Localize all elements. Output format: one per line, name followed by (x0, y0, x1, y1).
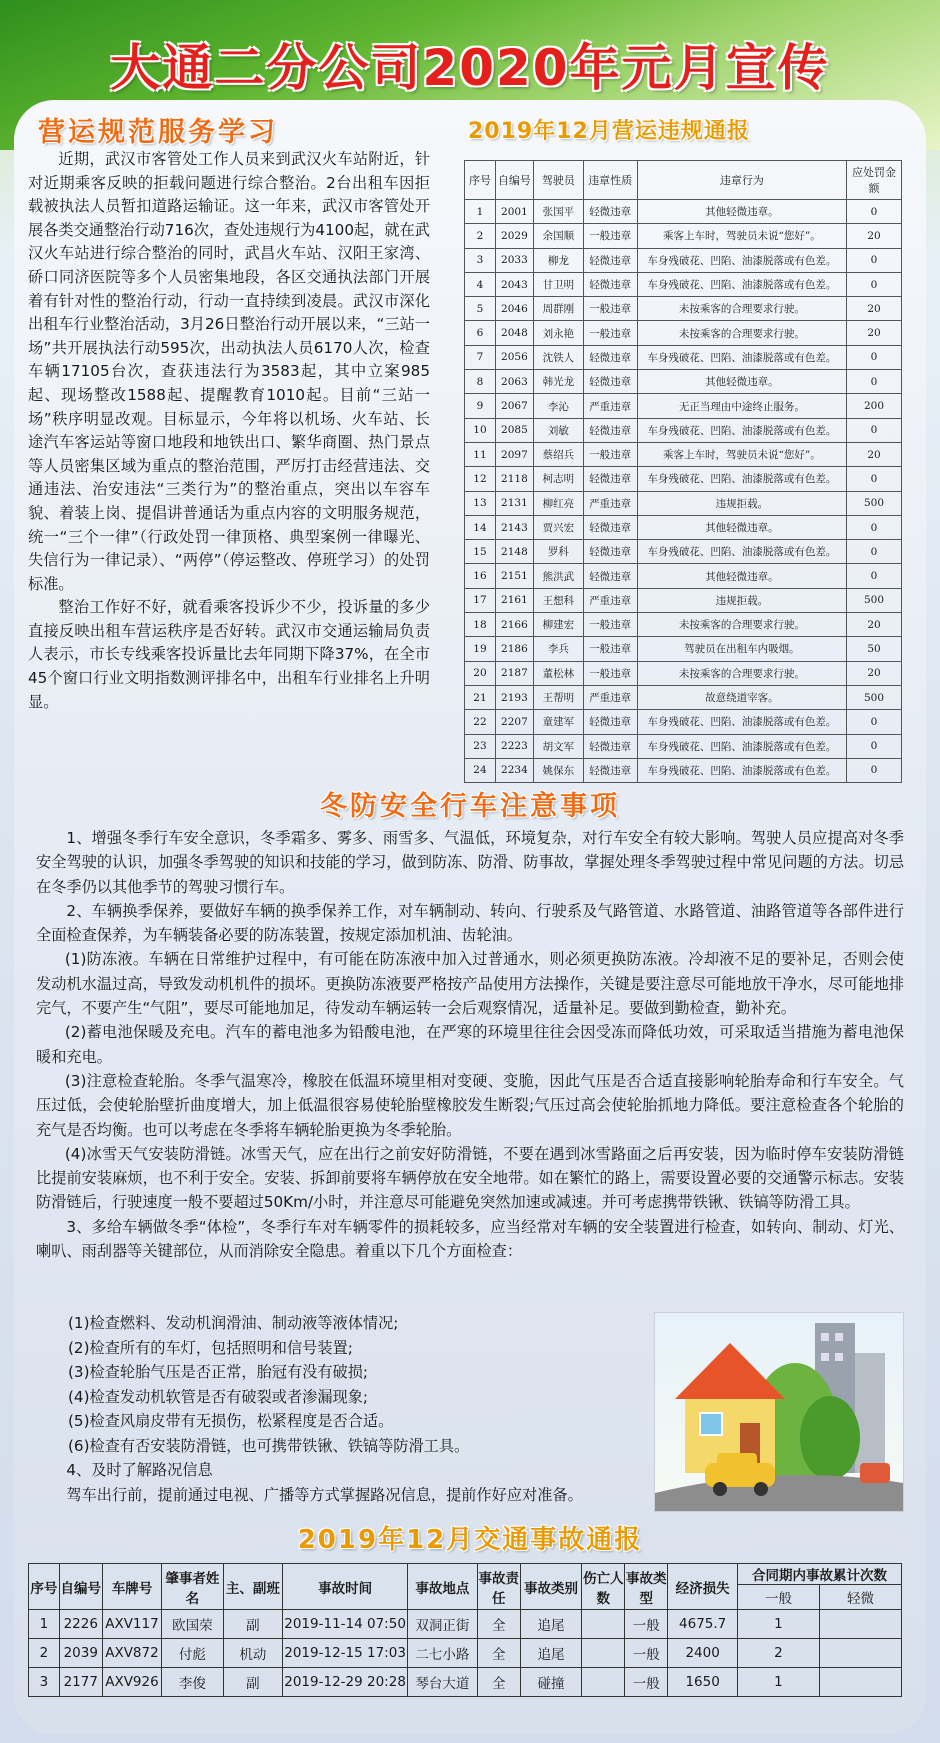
table-cell: 1 (465, 200, 496, 224)
table-cell: 13 (465, 491, 496, 515)
winter-checklist (36, 1311, 656, 1507)
table-cell: 严重违章 (583, 588, 637, 612)
table-cell: 童建军 (533, 710, 583, 734)
table-cell: 2039 (59, 1639, 102, 1668)
table-cell: 2400 (668, 1639, 738, 1668)
table-cell: 无正当理由中途终止服务。 (637, 394, 846, 418)
table-row (465, 685, 902, 709)
table-cell: 0 (847, 758, 902, 782)
table-row (465, 710, 902, 734)
table-row (465, 321, 902, 345)
table-row (465, 734, 902, 758)
table-cell: 2019-12-29 20:28 (283, 1668, 408, 1697)
table-cell: 追尾 (520, 1610, 581, 1639)
table-cell: 车身残破花、凹陷、油漆脱落或有色差。 (637, 758, 846, 782)
check-item: (4)检查发动机软管是否有破裂或者渗漏现象; (68, 1387, 369, 1406)
accidents-header-cell: 事故地点 (408, 1564, 478, 1610)
table-cell: 22 (465, 710, 496, 734)
table-cell: 2019-12-15 17:03 (283, 1639, 408, 1668)
table-cell: 11 (465, 442, 496, 466)
table-cell: 20 (847, 613, 902, 637)
table-cell: 其他轻微违章。 (637, 370, 846, 394)
table-cell: 2166 (495, 613, 533, 637)
table-cell: 2033 (495, 248, 533, 272)
table-cell: 其他轻微违章。 (637, 564, 846, 588)
table-row (465, 613, 902, 637)
violations-header-cell: 违章行为 (637, 161, 846, 200)
table-cell: 2207 (495, 710, 533, 734)
table-cell: 2131 (495, 491, 533, 515)
table-cell: 甘卫明 (533, 272, 583, 296)
winter-paragraph: (3)注意检查轮胎。冬季气温寒冷，橡胶在低温环境里相对变硬、变脆，因此气压是否合适直接影响轮胎寿命和行车安全。气压过低，会使轮胎壁折曲度增大，加上低温很容易使轮胎壁橡胶发生断裂;气压过高会使轮胎抓地力降低。要注意检查各个轮胎的充气是否均衡。也可以考虑在冬季将车辆轮胎更换为冬季轮胎。 (36, 1071, 904, 1139)
winter-paragraph: (2)蓄电池保暖及充电。汽车的蓄电池多为铅酸电池，在严寒的环境里往往会因受冻而降低功效，可采取适当措施为蓄电池保暖和充电。 (36, 1023, 904, 1066)
winter-paragraph: 3、多给车辆做冬季“体检”，冬季行车对车辆零件的损耗较多，应当经常对车辆的安全装置进行检查，如转向、制动、灯光、喇叭、雨刮器等关键部位，从而消除安全隐患。着重以下几个方面检查： (36, 1217, 904, 1261)
table-cell: 7 (465, 345, 496, 369)
table-cell: 轻微违章 (583, 467, 637, 491)
table-cell: 车身残破花、凹陷、油漆脱落或有色差。 (637, 248, 846, 272)
table-cell: AXV926 (102, 1668, 161, 1697)
table-cell: 0 (847, 370, 902, 394)
table-cell: 2186 (495, 637, 533, 661)
accidents-body (29, 1610, 902, 1697)
table-cell: 违规拒载。 (637, 491, 846, 515)
table-cell: 轻微违章 (583, 540, 637, 564)
table-cell: 全 (477, 1639, 520, 1668)
table-cell: 0 (847, 200, 902, 224)
table-row (465, 491, 902, 515)
check-item: (1)检查燃料、发动机润滑油、制动液等液体情况; (68, 1314, 399, 1332)
table-cell: 车身残破花、凹陷、油漆脱落或有色差。 (637, 272, 846, 296)
table-cell: AXV872 (102, 1639, 161, 1668)
table-row (29, 1668, 902, 1697)
accidents-header-cell: 自编号 (59, 1564, 102, 1610)
table-cell: 罗科 (533, 540, 583, 564)
table-cell: 未按乘客的合理要求行驶。 (637, 613, 846, 637)
table-cell: 琴台大道 (408, 1668, 478, 1697)
table-cell: 一般 (625, 1668, 668, 1697)
winter-text (36, 826, 904, 1263)
table-cell: 未按乘客的合理要求行驶。 (637, 661, 846, 685)
table-cell: 轻微违章 (583, 564, 637, 588)
table-cell: 18 (465, 613, 496, 637)
table-cell: 2118 (495, 467, 533, 491)
table-cell: 200 (847, 394, 902, 418)
table-cell: 碰撞 (520, 1668, 581, 1697)
table-cell: 付彪 (162, 1639, 223, 1668)
table-cell: 违规拒载。 (637, 588, 846, 612)
accidents-group-header: 合同期内事故累计次数 (737, 1564, 901, 1585)
accidents-header-cell: 伤亡人数 (582, 1564, 625, 1610)
table-cell: 4 (465, 272, 496, 296)
table-cell (819, 1610, 901, 1639)
winter-paragraph: 1、增强冬季行车安全意识，冬季霜多、雾多、雨雪多、气温低，环境复杂，对行车安全有较大影响。驾驶人员应提高对冬季安全驾驶的认识，加强冬季驾驶的知识和技能的学习，做到防冻、防滑、防事故，掌握处理冬季驾驶过程中常见问题的方法。切忌在冬季仍以其他季节的驾驶习惯行车。 (36, 829, 904, 896)
table-cell: 轻微违章 (583, 272, 637, 296)
table-cell: 2085 (495, 418, 533, 442)
table-cell: 2193 (495, 685, 533, 709)
violations-header-cell: 驾驶员 (533, 161, 583, 200)
item4-text: 驾车出行前，提前通过电视、广播等方式掌握路况信息，提前作好应对准备。 (66, 1485, 583, 1504)
table-cell: 一般违章 (583, 321, 637, 345)
table-cell: 24 (465, 758, 496, 782)
table-cell: 23 (465, 734, 496, 758)
table-cell: 2234 (495, 758, 533, 782)
table-cell: 双洞正街 (408, 1610, 478, 1639)
table-cell: 韩光龙 (533, 370, 583, 394)
table-cell: 2143 (495, 515, 533, 539)
table-cell: 一般违章 (583, 297, 637, 321)
accidents-header-cell: 经济损失 (668, 1564, 738, 1610)
table-cell: 柳红亮 (533, 491, 583, 515)
table-cell: AXV117 (102, 1610, 161, 1639)
table-cell: 轻微违章 (583, 418, 637, 442)
table-cell: 胡文军 (533, 734, 583, 758)
table-cell: 10 (465, 418, 496, 442)
study-paragraph: 近期，武汉市客管处工作人员来到武汉火车站附近，针对近期乘客反映的拒载问题进行综合整治。2台出租车因拒载被执法人员暂扣道路运输证。这一年来，武汉市客管处开展各类交通整治行动716次，查处违规行为4100起，就在武汉火车站进行综合整治的同时，武昌火车站、汉阳王家湾、硚口同济医院等多个人员密集地段，各区交通执法部门开展着有针对性的整治行动，行动一直持续到凌晨。武汉市深化出租车行业整治活动，3月26日整治行动开展以来，“三站一场”共开展执法行动595次，出动执法人员6170人次，检查车辆17105台次，查获违法行为3583起，其中立案985起、现场整改1588起、提醒教育1010起。目前“三站一场”秩序明显改观。目标显示，今年将以机场、火车站、长途汽车客运站等窗口地段和地铁出口、繁华商圈、热门景点等人员密集区域为重点的整治范围，严厉打击经营违法、交通违法、治安违法“三类行为”的整治重点，突出以车容车貌、着装上岗、提倡讲普通话为重点内容的文明服务规范，统一“三个一律”（行政处罚一律顶格、典型案例一律曝光、失信行为一律记录）、“两停”（停运整改、停班学习）的处罚标准。 (28, 150, 430, 593)
table-row (465, 248, 902, 272)
table-cell: 王帮明 (533, 685, 583, 709)
table-cell: 2 (465, 224, 496, 248)
table-row (465, 588, 902, 612)
table-cell: 0 (847, 540, 902, 564)
table-cell: 车身残破花、凹陷、油漆脱落或有色差。 (637, 345, 846, 369)
table-cell: 1 (737, 1668, 819, 1697)
table-cell: 6 (465, 321, 496, 345)
table-cell: 沈铁人 (533, 345, 583, 369)
table-cell (819, 1668, 901, 1697)
accidents-title: 2019年12月交通事故通报 (297, 1525, 643, 1555)
table-row (465, 297, 902, 321)
table-cell: 1650 (668, 1668, 738, 1697)
accidents-header-row (29, 1564, 902, 1585)
table-cell: 2187 (495, 661, 533, 685)
table-cell: 0 (847, 467, 902, 491)
check-item: (3)检查轮胎气压是否正常，胎冠有没有破损; (68, 1363, 369, 1381)
table-cell: 余国顺 (533, 224, 583, 248)
table-cell: 12 (465, 467, 496, 491)
table-row (465, 345, 902, 369)
violations-header-cell: 自编号 (495, 161, 533, 200)
table-cell: 轻微违章 (583, 345, 637, 369)
table-cell: 500 (847, 491, 902, 515)
table-cell: 2 (29, 1639, 60, 1668)
table-cell: 轻微违章 (583, 370, 637, 394)
violations-header-cell: 违章性质 (583, 161, 637, 200)
table-cell: 1 (737, 1610, 819, 1639)
table-cell: 2223 (495, 734, 533, 758)
table-cell: 一般违章 (583, 613, 637, 637)
table-cell: 2151 (495, 564, 533, 588)
accidents-header-cell: 肇事者姓名 (162, 1564, 223, 1610)
table-cell: 车身残破花、凹陷、油漆脱落或有色差。 (637, 467, 846, 491)
table-cell: 贾兴宏 (533, 515, 583, 539)
page-title: 大通二分公司2020年元月宣传 (110, 39, 830, 97)
table-row (465, 224, 902, 248)
table-cell: 2161 (495, 588, 533, 612)
table-cell: 1 (29, 1610, 60, 1639)
table-cell: 董松林 (533, 661, 583, 685)
table-cell: 副 (223, 1668, 282, 1697)
table-cell: 15 (465, 540, 496, 564)
winter-paragraph: (4)冰雪天气安装防滑链。冰雪天气，应在出行之前安好防滑链，不要在遇到冰雪路面之后再安装，因为临时停车安装防滑链比提前安装麻烦，也不利于安全。安装、拆卸前要将车辆停放在安全地带。如在繁忙的路上，需要设置必要的交通警示标志。安装防滑链后，行驶速度一般不要超过50Km/小时，并注意尽可能避免突然加速或减速。并可考虑携带铁锹、铁镐等防滑工具。 (36, 1144, 904, 1212)
table-cell: 车身残破花、凹陷、油漆脱落或有色差。 (637, 540, 846, 564)
table-cell: 17 (465, 588, 496, 612)
table-cell: 20 (465, 661, 496, 685)
table-row (465, 418, 902, 442)
table-cell: 李俊 (162, 1668, 223, 1697)
accidents-header-cell: 事故责任 (477, 1564, 520, 1610)
table-row (465, 200, 902, 224)
accidents-header-cell: 事故时间 (283, 1564, 408, 1610)
table-cell: 5 (465, 297, 496, 321)
table-cell: 2097 (495, 442, 533, 466)
table-cell: 21 (465, 685, 496, 709)
table-cell: 50 (847, 637, 902, 661)
table-cell: 张国平 (533, 200, 583, 224)
table-cell: 0 (847, 564, 902, 588)
table-cell: 故意绕道宰客。 (637, 685, 846, 709)
check-item: (6)检查有否安装防滑链，也可携带铁锹、铁镐等防滑工具。 (68, 1436, 470, 1455)
accidents-header-cell: 事故类别 (520, 1564, 581, 1610)
table-cell (582, 1610, 625, 1639)
table-cell: 未按乘客的合理要求行驶。 (637, 297, 846, 321)
table-cell: 乘客上车时，驾驶员未说“您好”。 (637, 224, 846, 248)
table-cell: 一般违章 (583, 661, 637, 685)
table-cell: 熊洪武 (533, 564, 583, 588)
illustration-svg (655, 1313, 903, 1511)
table-cell: 500 (847, 685, 902, 709)
table-cell: 刘永艳 (533, 321, 583, 345)
table-row (29, 1610, 902, 1639)
table-cell: 一般违章 (583, 637, 637, 661)
table-cell: 乘客上车时，驾驶员未说“您好”。 (637, 442, 846, 466)
violations-table (464, 160, 902, 783)
table-cell: 一般违章 (583, 442, 637, 466)
table-cell: 2148 (495, 540, 533, 564)
table-cell: 2 (737, 1639, 819, 1668)
table-cell: 0 (847, 345, 902, 369)
table-cell: 2177 (59, 1668, 102, 1697)
table-cell: 柳建宏 (533, 613, 583, 637)
table-cell: 全 (477, 1610, 520, 1639)
house-car-illustration (654, 1312, 904, 1512)
table-cell: 2043 (495, 272, 533, 296)
study-title: 营运规范服务学习 (38, 117, 278, 148)
table-row (465, 442, 902, 466)
winter-paragraph: (1)防冻液。车辆在日常维护过程中，有可能在防冻液中加入过普通水，则必须更换防冻液。冷却液不足的要补足，否则会使发动机水温过高，导致发动机机件的损坏。更换防冻液要严格按产品使用方法操作，关键是要注意尽可能地放干净水，尽可能地排完气，不要产生“气阻”，要尽可能地加足，待发动车辆运转一会后观察情况，适量补足。要做到勤检查，勤补充。 (36, 950, 904, 1018)
table-cell: 柳龙 (533, 248, 583, 272)
table-row (465, 515, 902, 539)
table-row (465, 564, 902, 588)
accidents-subheader-cell: 轻微 (819, 1585, 901, 1610)
table-row (465, 758, 902, 782)
table-cell: 一般 (625, 1610, 668, 1639)
table-cell: 20 (847, 321, 902, 345)
table-cell: 20 (847, 297, 902, 321)
accidents-header-cell: 车牌号 (102, 1564, 161, 1610)
table-cell: 二七小路 (408, 1639, 478, 1668)
table-cell: 柯志明 (533, 467, 583, 491)
table-cell: 2048 (495, 321, 533, 345)
table-cell: 2001 (495, 200, 533, 224)
winter-title: 冬防安全行车注意事项 (320, 791, 620, 822)
table-cell: 20 (847, 224, 902, 248)
table-cell (582, 1668, 625, 1697)
table-cell: 严重违章 (583, 394, 637, 418)
table-cell: 一般 (625, 1639, 668, 1668)
violations-header-cell: 应处罚金额 (847, 161, 902, 200)
accidents-header-cell: 主、副班 (223, 1564, 282, 1610)
table-cell: 严重违章 (583, 685, 637, 709)
table-row (465, 272, 902, 296)
table-cell: 20 (847, 661, 902, 685)
table-cell: 2067 (495, 394, 533, 418)
table-cell: 其他轻微违章。 (637, 200, 846, 224)
table-cell (582, 1639, 625, 1668)
table-cell: 周群刚 (533, 297, 583, 321)
accidents-subheader-cell: 一般 (737, 1585, 819, 1610)
table-cell: 16 (465, 564, 496, 588)
table-cell: 一般违章 (583, 224, 637, 248)
table-cell: 2019-11-14 07:50 (283, 1610, 408, 1639)
table-cell: 19 (465, 637, 496, 661)
table-cell: 2029 (495, 224, 533, 248)
table-cell: 车身残破花、凹陷、油漆脱落或有色差。 (637, 418, 846, 442)
table-cell: 欧国荣 (162, 1610, 223, 1639)
study-paragraph: 整治工作好不好，就看乘客投诉少不少，投诉量的多少直接反映出租车营运秩序是否好转。武汉市交通运输局负责人表示，市长专线乘客投诉量比去年同期下降37%，在全市45个窗口行业文明指数测评排名中，出租车行业排名上升明显。 (28, 598, 430, 711)
table-cell: 0 (847, 272, 902, 296)
table-cell: 轻微违章 (583, 248, 637, 272)
table-cell: 0 (847, 515, 902, 539)
table-row (465, 467, 902, 491)
table-cell: 车身残破花、凹陷、油漆脱落或有色差。 (637, 734, 846, 758)
table-cell: 4675.7 (668, 1610, 738, 1639)
table-cell: 轻微违章 (583, 758, 637, 782)
table-cell: 0 (847, 248, 902, 272)
violations-header-row (465, 161, 902, 200)
table-cell: 车身残破花、凹陷、油漆脱落或有色差。 (637, 710, 846, 734)
accidents-header-cell: 事故类型 (625, 1564, 668, 1610)
table-row (465, 637, 902, 661)
table-cell: 副 (223, 1610, 282, 1639)
table-cell: 蔡绍兵 (533, 442, 583, 466)
table-cell: 3 (29, 1668, 60, 1697)
violations-body (465, 200, 902, 783)
table-cell: 14 (465, 515, 496, 539)
table-cell: 严重违章 (583, 491, 637, 515)
table-cell: 20 (847, 442, 902, 466)
violations-header-cell: 序号 (465, 161, 496, 200)
table-cell: 轻微违章 (583, 710, 637, 734)
table-cell: 驾驶员在出租车内吸烟。 (637, 637, 846, 661)
table-cell: 8 (465, 370, 496, 394)
table-cell (819, 1639, 901, 1668)
accidents-header-cell: 序号 (29, 1564, 60, 1610)
table-cell: 李兵 (533, 637, 583, 661)
table-cell: 姚保东 (533, 758, 583, 782)
table-cell: 500 (847, 588, 902, 612)
table-cell: 2046 (495, 297, 533, 321)
table-row (465, 540, 902, 564)
table-cell: 刘敏 (533, 418, 583, 442)
table-cell: 未按乘客的合理要求行驶。 (637, 321, 846, 345)
table-cell: 轻微违章 (583, 515, 637, 539)
table-cell: 全 (477, 1668, 520, 1697)
table-cell: 王想科 (533, 588, 583, 612)
item4-title: 4、及时了解路况信息 (66, 1461, 213, 1479)
accidents-table (28, 1563, 902, 1697)
violations-title: 2019年12月营运违规通报 (468, 119, 750, 144)
table-cell: 李沁 (533, 394, 583, 418)
check-item: (2)检查所有的车灯，包括照明和信号装置; (68, 1338, 353, 1357)
table-cell: 0 (847, 710, 902, 734)
table-cell: 轻微违章 (583, 200, 637, 224)
table-cell: 0 (847, 734, 902, 758)
table-row (465, 661, 902, 685)
table-cell: 2063 (495, 370, 533, 394)
table-row (29, 1639, 902, 1668)
table-row (465, 370, 902, 394)
table-cell: 机动 (223, 1639, 282, 1668)
table-cell: 9 (465, 394, 496, 418)
table-cell: 其他轻微违章。 (637, 515, 846, 539)
winter-paragraph: 2、车辆换季保养，要做好车辆的换季保养工作，对车辆制动、转向、行驶系及气路管道、水路管道、油路管道等各部件进行全面检查保养，为车辆装备必要的防冻装置，按规定添加机油、齿轮油。 (36, 901, 904, 945)
table-cell: 3 (465, 248, 496, 272)
table-cell: 2226 (59, 1610, 102, 1639)
table-cell: 轻微违章 (583, 734, 637, 758)
table-cell: 0 (847, 418, 902, 442)
check-item: (5)检查风扇皮带有无损伤，松紧程度是否合适。 (68, 1412, 394, 1430)
table-row (465, 394, 902, 418)
table-cell: 追尾 (520, 1639, 581, 1668)
table-cell: 2056 (495, 345, 533, 369)
study-text (28, 148, 430, 714)
